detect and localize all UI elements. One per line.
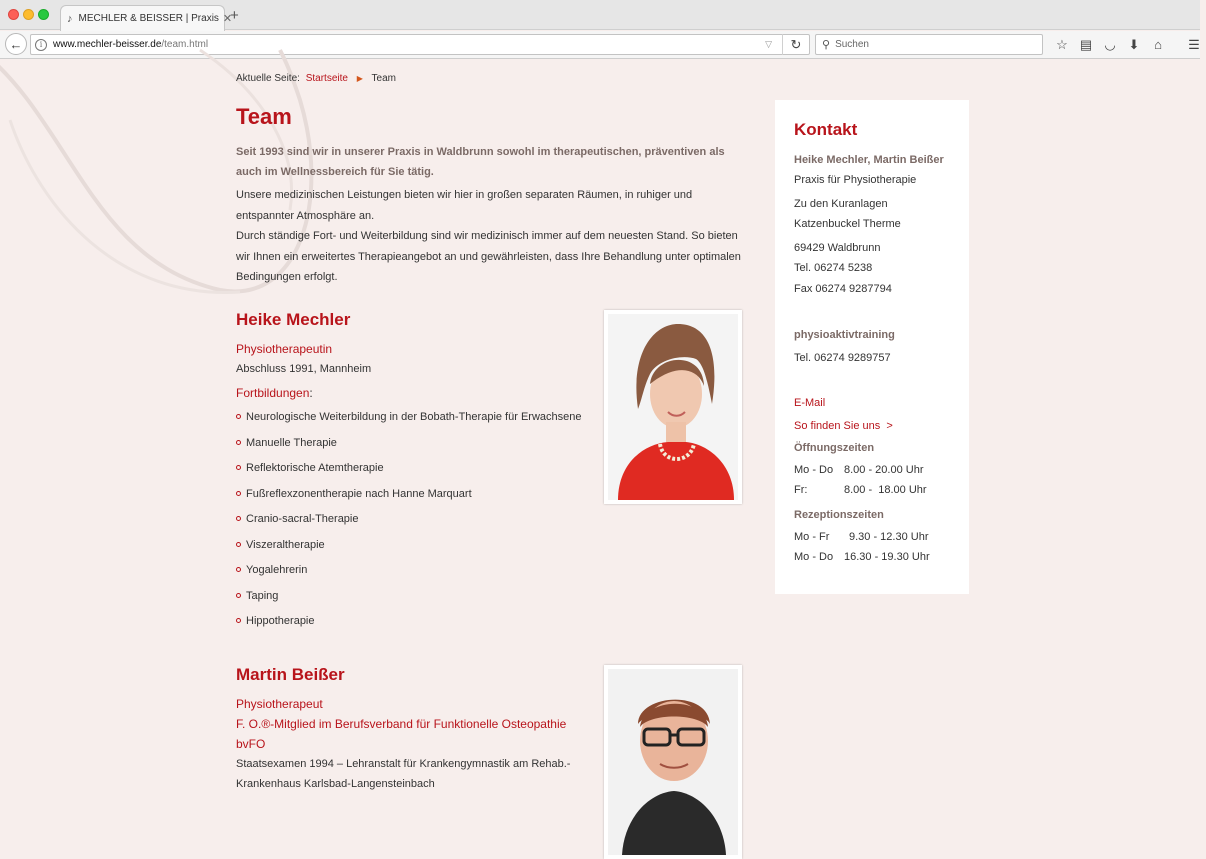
person-detail: Krankenhaus Karlsbad-Langensteinbach — [236, 778, 435, 790]
opening-hours-title: Öffnungszeiten — [794, 441, 875, 454]
list-item: Reflektorische Atemtherapie — [236, 458, 742, 484]
email-link[interactable]: E-Mail — [794, 396, 826, 409]
breadcrumb-home-link[interactable]: Startseite — [305, 73, 348, 84]
url-dropdown-icon[interactable]: ▽ — [765, 39, 772, 49]
web-page — [0, 60, 1200, 800]
sidebar-names: Heike Mechler, Martin Beißer — [794, 154, 944, 166]
photo-martin-beisser — [604, 665, 742, 859]
back-arrow-icon[interactable]: ← — [5, 33, 27, 55]
reception-hours-row: Mo - Do 16.30 - 19.30 Uhr — [794, 551, 930, 563]
menu-icon[interactable]: ☰ — [1188, 37, 1200, 52]
person-detail: Staatsexamen 1994 – Lehranstalt für Krankengymnastik am Rehab.- — [236, 758, 571, 770]
browser-tab[interactable] — [60, 5, 233, 31]
url-text[interactable]: www.mechler-beisser.de/team.html — [53, 39, 209, 50]
opening-hours-row: Fr: 8.00 - 18.00 Uhr — [794, 484, 927, 496]
browser-toolbar — [0, 31, 1200, 59]
fortbildungen-label: Fortbildungen: — [236, 386, 313, 400]
sidebar-fax: Fax 06274 9287794 — [794, 282, 892, 295]
breadcrumb-prefix: Aktuelle Seite: — [236, 73, 300, 84]
photo-heike-mechler — [604, 310, 742, 504]
search-input[interactable] — [815, 34, 1043, 55]
breadcrumb — [236, 73, 396, 84]
sidebar-training-title: physioaktivtraining — [794, 329, 895, 341]
sidebar-tel: Tel. 06274 5238 — [794, 262, 873, 274]
window-zoom-button[interactable] — [38, 9, 49, 20]
list-item: Fußreflexzonentherapie nach Hanne Marquart — [236, 484, 742, 510]
main-content — [236, 104, 742, 288]
contact-sidebar — [775, 100, 969, 594]
sidebar-training-tel: Tel. 06274 9289757 — [794, 352, 891, 364]
person-role: Physiotherapeut — [236, 697, 323, 711]
list-item: Neurologische Weiterbildung in der Bobath-Therapie für Erwachsene — [236, 407, 742, 433]
list-item: Taping — [236, 586, 742, 612]
download-icon[interactable]: ⬇ — [1128, 37, 1140, 52]
list-item: Hippotherapie — [236, 611, 742, 637]
reading-list-icon[interactable]: ▤ — [1079, 37, 1093, 52]
person-role: Physiotherapeutin — [236, 342, 333, 356]
breadcrumb-arrow-icon: ▶ — [356, 74, 363, 83]
directions-link[interactable]: So finden Sie uns > — [794, 419, 893, 432]
sidebar-title: Kontakt — [794, 120, 858, 139]
pocket-icon[interactable]: ◡ — [1104, 37, 1116, 52]
list-item: Viszeraltherapie — [236, 535, 742, 561]
site-favicon-icon: ♪ — [67, 12, 73, 25]
person-name: Martin Beißer — [236, 665, 345, 684]
person-name: Heike Mechler — [236, 310, 351, 329]
list-item: Yogalehrerin — [236, 560, 742, 586]
star-icon[interactable]: ☆ — [1056, 37, 1068, 52]
breadcrumb-current: Team — [371, 73, 396, 84]
reception-hours-title: Rezeptionszeiten — [794, 508, 884, 521]
sidebar-street-2: Katzenbuckel Therme — [794, 218, 901, 230]
person-detail: Abschluss 1991, Mannheim — [236, 363, 372, 375]
reception-hours-row: Mo - Fr 9.30 - 12.30 Uhr — [794, 530, 929, 543]
window-close-button[interactable] — [8, 9, 19, 20]
list-item: Manuelle Therapie — [236, 433, 742, 459]
intro-paragraph-1: Unsere medizinischen Leistungen bieten wir hier in großen separaten Räumen, in ruhiger und entspannter Atmosphäre an. — [236, 189, 693, 222]
sidebar-city: 69429 Waldbrunn — [794, 241, 881, 254]
url-bar[interactable] — [30, 34, 810, 55]
home-icon[interactable]: ⌂ — [1154, 37, 1162, 52]
tab-title: MECHLER & BEISSER | Praxis — [78, 13, 219, 24]
sidebar-street-1: Zu den Kuranlagen — [794, 197, 888, 210]
person-membership: F. O.®-Mitglied im Berufsverband für Funktionelle Osteopathie — [236, 717, 567, 731]
sidebar-practice: Praxis für Physiotherapie — [794, 174, 917, 186]
reload-icon[interactable]: ↻ — [790, 36, 802, 52]
intro-lead: Seit 1993 sind wir in unserer Praxis in Waldbrunn sowohl im therapeutischen, präventiven als auch im Wellnessbereich für Sie tätig. — [236, 146, 725, 178]
page-title: Team — [236, 104, 292, 129]
browser-titlebar — [0, 0, 1200, 30]
intro-paragraph-2: Durch ständige Fort- und Weiterbildung sind wir medizinisch immer auf dem neuesten Stand. So bieten wir Ihnen ein erweitertes Therapieangebot an und gewährleisten, dass Ihre Behandlung unter optimalen Bedingungen erfolgt. — [236, 230, 741, 283]
list-item: Cranio-sacral-Therapie — [236, 509, 742, 535]
opening-hours-row: Mo - Do 8.00 - 20.00 Uhr — [794, 463, 924, 476]
tab-close-icon[interactable]: ✕ — [222, 13, 233, 25]
person-membership-abbr: bvFO — [236, 737, 266, 751]
search-icon: ⚲ — [822, 39, 831, 51]
new-tab-icon[interactable]: + — [230, 7, 239, 24]
window-minimize-button[interactable] — [23, 9, 34, 20]
search-placeholder: Suchen — [835, 39, 869, 50]
info-icon[interactable]: i — [35, 39, 47, 51]
